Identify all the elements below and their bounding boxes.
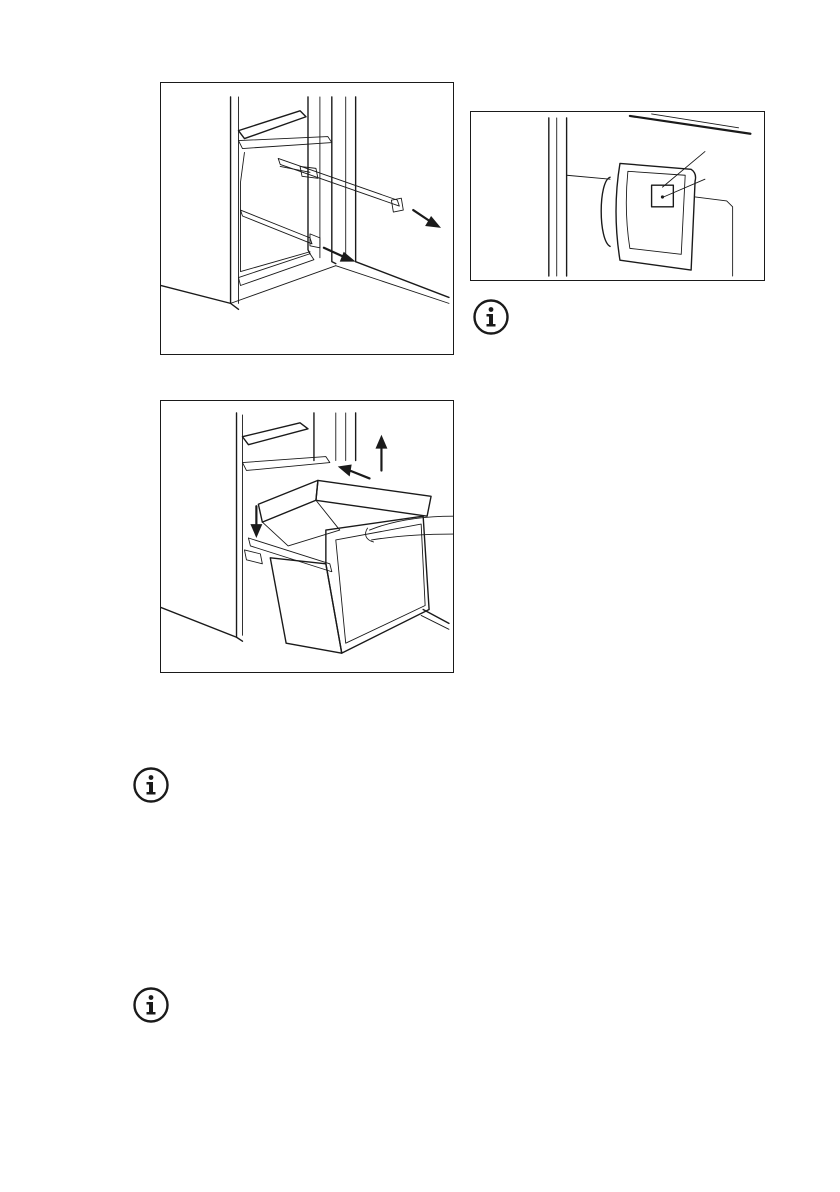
figure-drawer-install — [160, 400, 454, 673]
figure-bracket-detail — [470, 111, 765, 281]
info-icon — [473, 299, 509, 335]
figure-remove-rails — [160, 82, 454, 355]
rails-pull-out-illustration — [161, 83, 453, 354]
bracket-detail-illustration — [471, 112, 764, 280]
info-icon — [133, 987, 169, 1023]
drawer-install-illustration — [161, 401, 453, 672]
info-icon — [133, 767, 169, 803]
